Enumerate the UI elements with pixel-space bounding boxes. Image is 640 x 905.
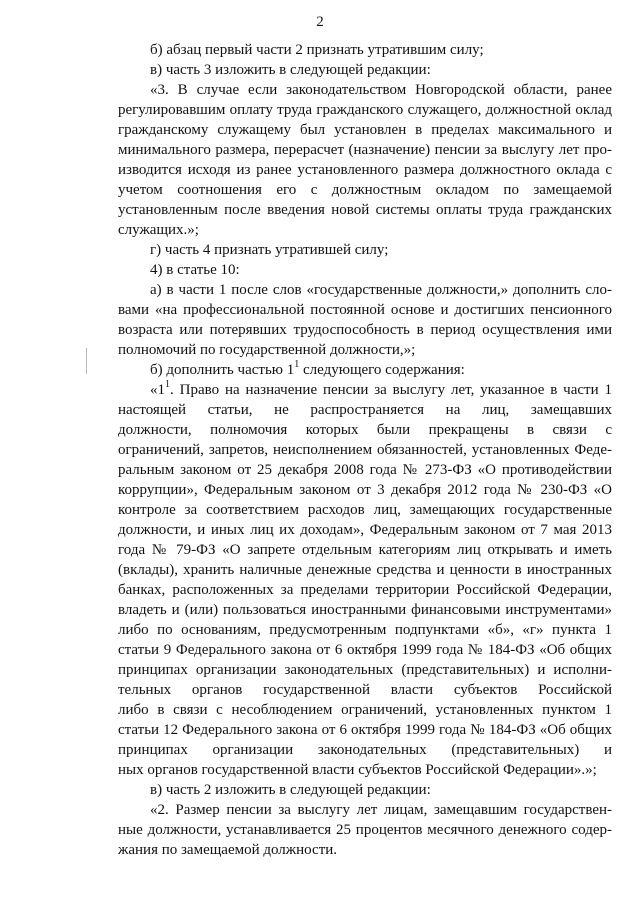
text-line-content: 4) в статье 10: <box>150 262 240 278</box>
superscript: 1 <box>294 359 300 370</box>
text-line-content: ограничений, запретов, неисполнением обязанностей, установленных Феде- <box>118 442 612 458</box>
text-line <box>118 660 612 680</box>
text-line <box>118 620 612 640</box>
text-line <box>118 240 612 260</box>
margin-mark <box>86 348 87 374</box>
text-line-content: учетом соотношения его с должностным окладом по замещаемой <box>118 182 612 198</box>
text-line <box>118 580 612 600</box>
text-line <box>118 60 612 80</box>
text-line <box>118 340 612 360</box>
text-line-content: служащих.»; <box>118 222 199 238</box>
text-line <box>118 120 612 140</box>
text-line <box>118 740 612 760</box>
text-line-content: ных органов государственной власти субъектов Российской Федерации».»; <box>118 762 597 778</box>
text-line <box>118 40 612 60</box>
text-line-content: б) абзац первый части 2 признать утратившим силу; <box>150 42 484 58</box>
text-line <box>118 500 612 520</box>
text-line-content: банках, расположенных за пределами территории Российской Федерации, <box>118 582 612 598</box>
text-line-content: г) часть 4 признать утратившей силу; <box>150 242 389 258</box>
text-line <box>118 820 612 840</box>
text-line <box>118 220 612 240</box>
text-line <box>118 840 612 860</box>
text-line-content: владеть и (или) пользоваться иностранными финансовыми инструментами» <box>118 602 612 618</box>
text-line-content: года № 79-ФЗ «О запрете отдельным категориям лиц открывать и иметь <box>118 542 612 558</box>
text-line <box>118 600 612 620</box>
text-line-content: статьи 12 Федерального закона от 6 октября 1999 года № 184-ФЗ «Об общих <box>118 722 612 738</box>
text-line <box>118 720 612 740</box>
text-line <box>118 360 612 380</box>
text-line-content: в) часть 2 изложить в следующей редакции: <box>150 782 431 798</box>
text-line-content: принципах организации законодательных (представительных) и <box>118 742 612 758</box>
text-line <box>118 380 612 400</box>
text-line-content: изводится исходя из ранее установленного размера должностного оклада с <box>118 162 612 178</box>
text-line-content: принципах организации законодательных (представительных) и исполни- <box>118 662 612 678</box>
text-line <box>118 760 612 780</box>
text-line-content: (вклады), хранить наличные денежные средства и ценности в иностранных <box>118 562 612 578</box>
text-line <box>118 420 612 440</box>
text-line <box>118 560 612 580</box>
text-line <box>118 400 612 420</box>
text-line-content: «2. Размер пенсии за выслугу лет лицам, замещавшим государствен- <box>150 802 612 818</box>
text-line <box>118 680 612 700</box>
text-line-content: б) дополнить частью 1 <box>150 362 295 378</box>
text-line <box>118 280 612 300</box>
text-line <box>118 200 612 220</box>
text-line-content: должности, полномочия которых были прекращены в связи с <box>118 422 612 438</box>
text-line <box>118 480 612 500</box>
text-line-content: гражданскому служащему был установлен в пределах максимального и <box>118 122 612 138</box>
text-line <box>118 100 612 120</box>
text-line-content: настоящей статьи, не распространяется на лиц, замещавших <box>118 402 612 418</box>
text-line-content: либо по основаниям, предусмотренным подпунктами «б», «г» пункта 1 <box>118 622 612 638</box>
text-line-continuation: следующего содержания: <box>299 362 465 378</box>
text-line-content: статьи 9 Федерального закона от 6 октября 1999 года № 184-ФЗ «Об общих <box>118 642 612 658</box>
text-line <box>118 260 612 280</box>
text-line-content: контроле за соответствием расходов лиц, замещающих государственные <box>118 502 612 518</box>
text-line <box>118 440 612 460</box>
text-line-content: вами «на профессиональной постоянной основе и достигших пенсионного <box>118 302 612 318</box>
text-line <box>118 460 612 480</box>
text-line <box>118 780 612 800</box>
text-line-content: ные должности, устанавливается 25 процентов месячного денежного содер- <box>118 822 612 838</box>
text-line-content: установленным после введения новой системы оплаты труда гражданских <box>118 202 612 218</box>
text-line <box>118 180 612 200</box>
text-line-content: жания по замещаемой должности. <box>118 842 338 858</box>
text-line-content: «3. В случае если законодательством Новгородской области, ранее <box>150 82 612 98</box>
text-line-content: минимального размера, перерасчет (назначение) пенсии за выслугу лет про- <box>118 142 612 158</box>
text-line <box>118 800 612 820</box>
text-line-content: в) часть 3 изложить в следующей редакции: <box>150 62 431 78</box>
text-line-content: либо в связи с несоблюдением ограничений, установленных пунктом 1 <box>118 702 612 718</box>
text-line-content: ральным законом от 25 декабря 2008 года № 273-ФЗ «О противодействии <box>118 462 612 478</box>
text-line <box>118 320 612 340</box>
text-line <box>118 300 612 320</box>
text-line-content: регулировавшим оплату труда гражданского служащего, должностной оклад <box>118 102 612 118</box>
text-line-content: должности, и иных лиц их доходам», Федеральным законом от 7 мая 2013 <box>118 522 612 538</box>
text-line-content: полномочий по государственной должности,»; <box>118 342 416 358</box>
text-line-content: «1 <box>150 382 165 398</box>
text-line <box>118 640 612 660</box>
text-line-content: тельных органов государственной власти субъектов Российской <box>118 682 612 698</box>
text-line <box>118 700 612 720</box>
text-line-continuation: . Право на назначение пенсии за выслугу лет, указанное в части 1 <box>170 382 612 398</box>
text-line <box>118 160 612 180</box>
text-line <box>118 540 612 560</box>
page-number: 2 <box>316 14 324 30</box>
text-line <box>118 140 612 160</box>
text-line-content: коррупции», Федеральным законом от 3 декабря 2012 года № 230-ФЗ «О <box>118 482 612 498</box>
document-body <box>118 40 612 860</box>
text-line-content: а) в части 1 после слов «государственные должности,» дополнить сло- <box>150 282 612 298</box>
text-line <box>118 520 612 540</box>
text-line <box>118 80 612 100</box>
superscript: 1 <box>165 380 170 390</box>
text-line-content: возраста или потерявших трудоспособность в период осуществления ими <box>118 322 612 338</box>
